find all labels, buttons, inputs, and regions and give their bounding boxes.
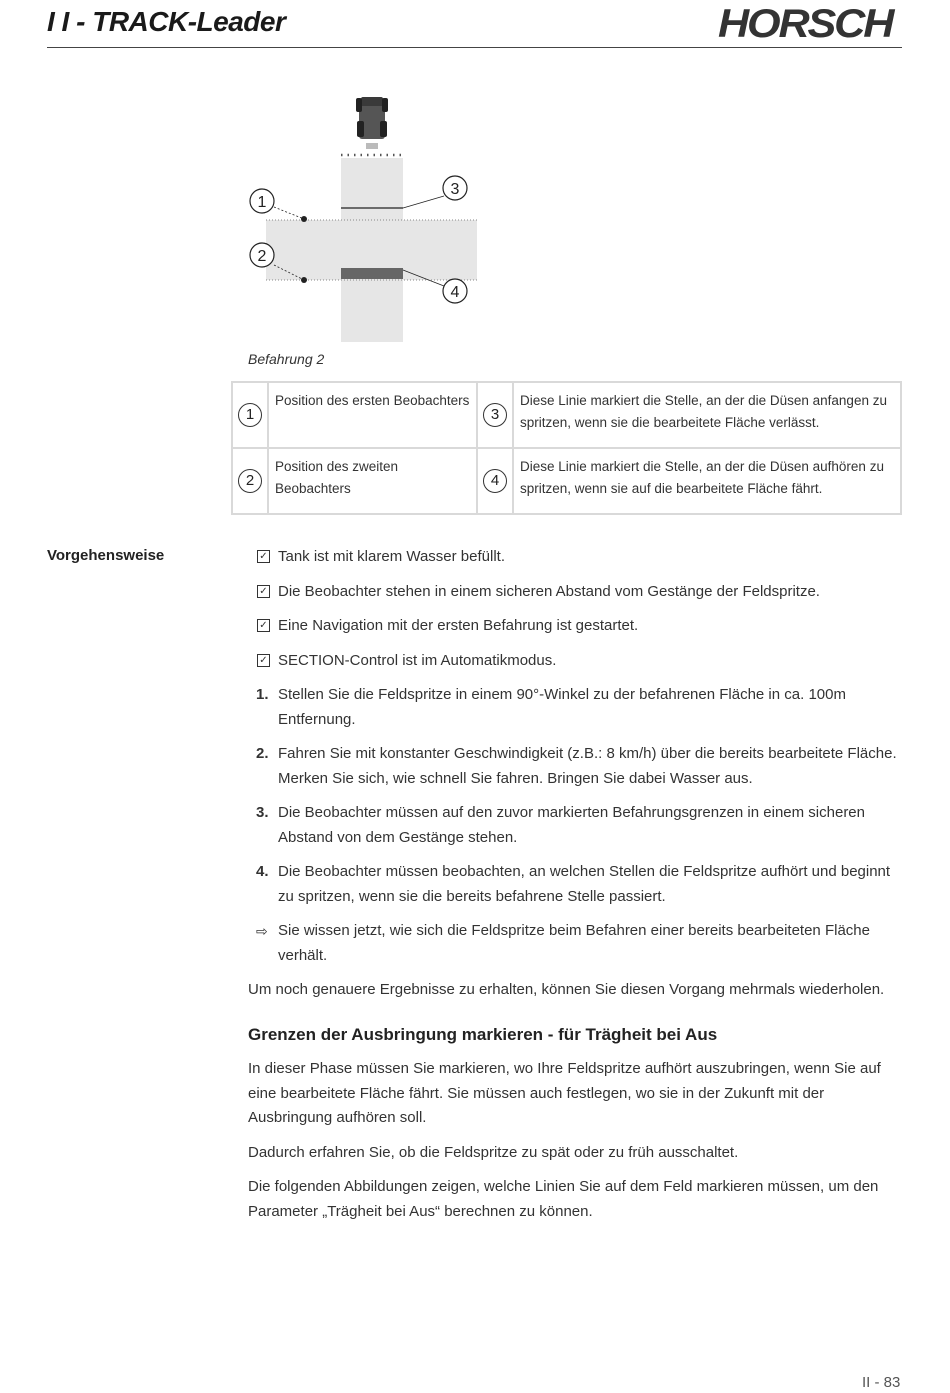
section-heading: Grenzen der Ausbringung markieren - für Trägheit bei Aus bbox=[248, 1024, 718, 1044]
checkbox-icon: ✓ bbox=[257, 619, 270, 632]
page-number: II - 83 bbox=[862, 1374, 901, 1391]
step-item: 4. Die Beobachter müssen beobachten, an welchen Stellen die Feldspritze aufhört und beginnt zu spritzen, wenn sie die bereits befahrene Stelle passiert. bbox=[248, 860, 898, 909]
step-number: 1. bbox=[256, 686, 269, 703]
callout-4 bbox=[443, 279, 467, 303]
checkbox-icon: ✓ bbox=[257, 550, 270, 563]
callout-2 bbox=[250, 243, 274, 267]
legend-text: Diese Linie markiert die Stelle, an der die Düsen aufhören zu spritzen, wenn sie auf die bearbeitete Fläche fährt. bbox=[513, 448, 901, 514]
legend-text: Position des zweiten Beobachters bbox=[268, 448, 477, 514]
checkbox-icon: ✓ bbox=[257, 654, 270, 667]
result-arrow-icon: ⇨ bbox=[256, 923, 268, 939]
section-paragraph: In dieser Phase müssen Sie markieren, wo Ihre Feldspritze aufhört auszubringen, wenn Sie auf eine bearbeitete Fläche fährt. Sie müssen auch festlegen, wo sie in der Zukunft mit der Ausbringung aufhören soll. bbox=[248, 1060, 881, 1126]
svg-text:3: 3 bbox=[450, 181, 460, 198]
step-item: 1. Stellen Sie die Feldspritze in einem 90°-Winkel zu der befahrenen Fläche in ca. 100m Entfernung. bbox=[248, 683, 898, 732]
figure-caption: Befahrung 2 bbox=[248, 351, 325, 367]
step-number: 3. bbox=[256, 804, 269, 821]
procedure-content bbox=[248, 545, 898, 1234]
callout-1 bbox=[250, 189, 274, 213]
procedure-note: Um noch genauere Ergebnisse zu erhalten, können Sie diesen Vorgang mehrmals wiederholen. bbox=[248, 981, 885, 998]
number-badge: 4 bbox=[483, 469, 507, 493]
table-row bbox=[232, 382, 901, 448]
svg-text:4: 4 bbox=[450, 284, 460, 301]
header-divider bbox=[47, 47, 902, 48]
table-row bbox=[232, 448, 901, 514]
number-badge: 2 bbox=[238, 469, 262, 493]
document-title: I I - TRACK-Leader bbox=[47, 6, 286, 37]
prerequisite-item: ✓ Tank ist mit klarem Wasser befüllt. bbox=[248, 545, 898, 570]
step-number: 4. bbox=[256, 863, 269, 880]
prerequisite-item: ✓ Die Beobachter stehen in einem sicheren Abstand vom Gestänge der Feldspritze. bbox=[248, 580, 898, 605]
section-paragraph: Dadurch erfahren Sie, ob die Feldspritze zu spät oder zu früh ausschaltet. bbox=[248, 1143, 739, 1161]
legend-text: Diese Linie markiert die Stelle, an der die Düsen anfangen zu spritzen, wenn sie die bearbeitete Fläche verlässt. bbox=[513, 382, 901, 448]
horsch-logo: HORSCH bbox=[718, 2, 893, 46]
legend-table bbox=[231, 381, 902, 515]
procedure-label: Vorgehensweise bbox=[47, 547, 165, 564]
line-stop-spraying bbox=[341, 268, 403, 279]
callout-3 bbox=[443, 176, 467, 200]
result-item: ⇨ Sie wissen jetzt, wie sich die Feldspritze beim Befahren einer bereits bearbeiteten Fläche verhält. bbox=[248, 919, 898, 968]
step-number: 2. bbox=[256, 745, 269, 762]
svg-text:2: 2 bbox=[257, 248, 267, 265]
number-badge: 3 bbox=[483, 403, 507, 427]
prerequisite-item: ✓ Eine Navigation mit der ersten Befahrung ist gestartet. bbox=[248, 614, 898, 639]
number-badge: 1 bbox=[238, 403, 262, 427]
svg-text:1: 1 bbox=[257, 194, 267, 211]
section-paragraph: Die folgenden Abbildungen zeigen, welche Linien Sie auf dem Feld markieren müssen, um den Parameter „Trägheit bei Aus“ berechnen zu können. bbox=[248, 1178, 879, 1220]
legend-text: Position des ersten Beobachters bbox=[268, 382, 477, 448]
prerequisite-item: ✓ SECTION-Control ist im Automatikmodus. bbox=[248, 649, 898, 674]
tractor-icon bbox=[356, 97, 388, 149]
checkbox-icon: ✓ bbox=[257, 585, 270, 598]
befahrung-diagram bbox=[240, 90, 500, 350]
step-item: 2. Fahren Sie mit konstanter Geschwindigkeit (z.B.: 8 km/h) über die bereits bearbeitete Fläche. Merken Sie sich, wie schnell Sie fahren. Bringen Sie dabei Wasser aus. bbox=[248, 742, 898, 791]
step-item: 3. Die Beobachter müssen auf den zuvor markierten Befahrungsgrenzen in einem sicheren Abstand von dem Gestänge stehen. bbox=[248, 801, 898, 850]
